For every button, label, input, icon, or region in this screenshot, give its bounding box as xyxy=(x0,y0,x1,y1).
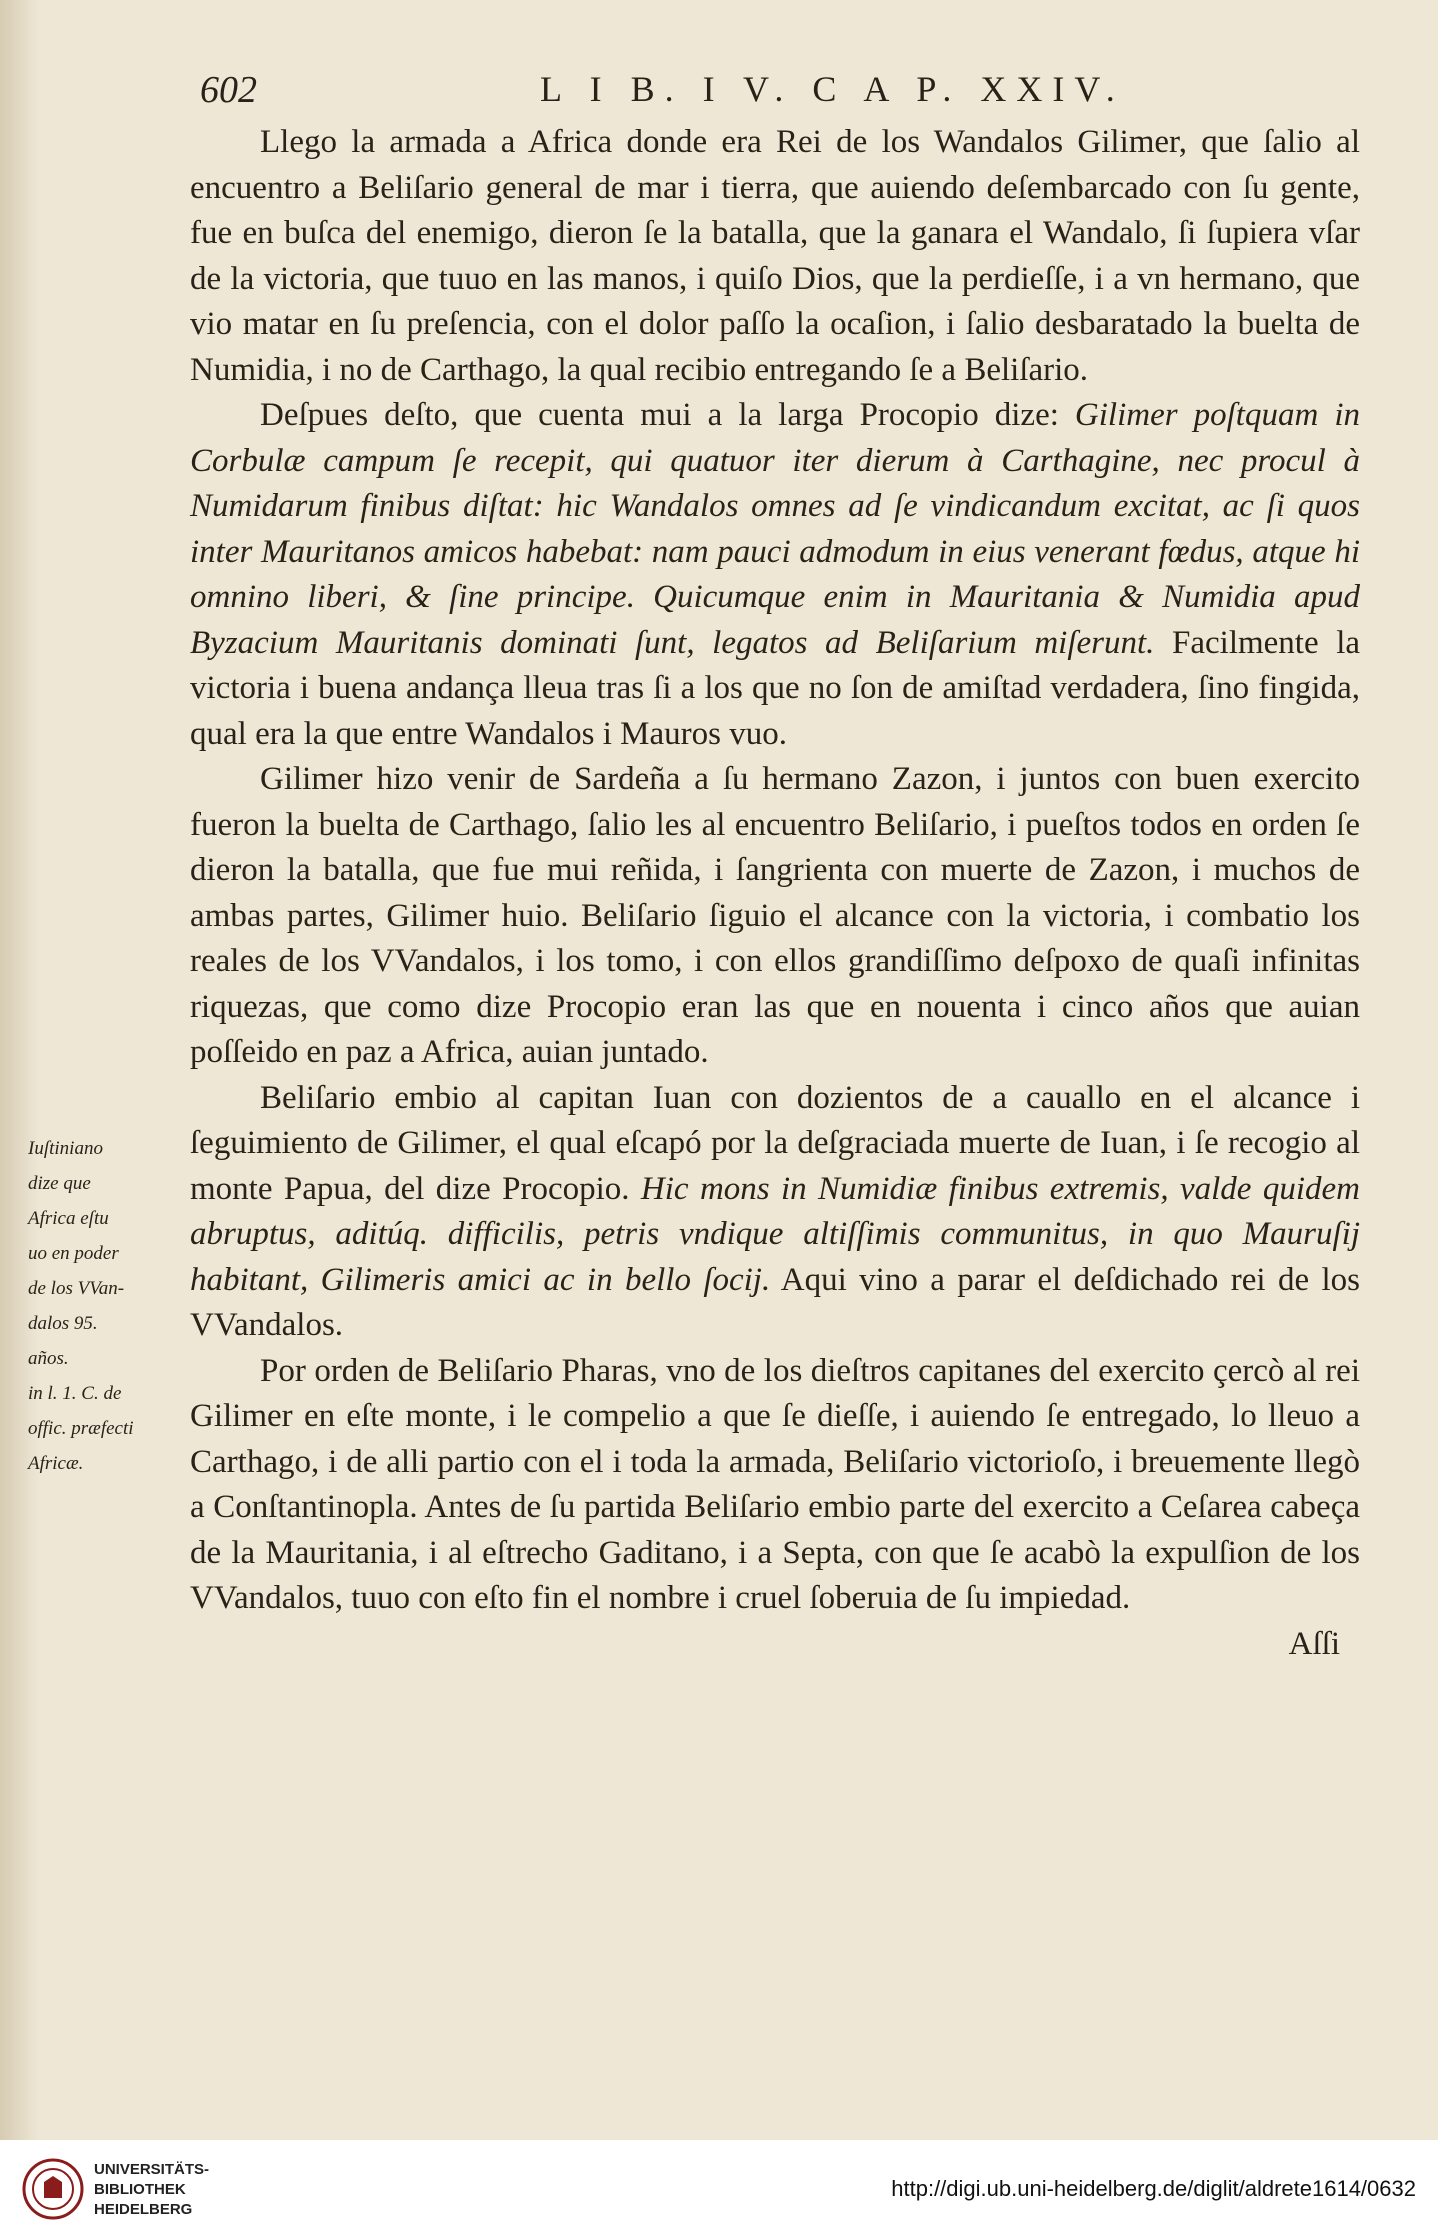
marginal-line: uo en poder xyxy=(28,1243,119,1264)
paragraph-2 xyxy=(190,393,1360,757)
running-head xyxy=(200,62,1300,122)
paragraph-intro: Beliſario embio al capitan Iuan con dozientos de a cauallo en el alcance i ſeguimiento de Gilimer, el qual eſcapó por la deſgraciada muerte de Iuan, i ſe recogio al monte Papua, del dize Procopio. xyxy=(190,1079,1360,1207)
university-seal-icon xyxy=(22,2158,84,2220)
institution-name xyxy=(94,2160,209,2220)
marginal-line: dize que xyxy=(28,1173,91,1194)
paragraph-outro: Facilmente la victoria i buena andança lleua tras ſi a los que no ſon de amiſtad verdadera, ſino fingida, qual era la que entre Wandalos i Mauros vuo. xyxy=(190,624,1361,752)
body-text xyxy=(190,120,1360,1667)
page-edge-shadow xyxy=(0,0,40,2140)
page-number: 602 xyxy=(200,69,257,111)
source-url-link[interactable]: http://digi.ub.uni-heidelberg.de/diglit/aldrete1614/0632 xyxy=(891,2176,1416,2201)
institution-line: HEIDELBERG xyxy=(94,2201,193,2218)
marginal-line: in l. 1. C. de xyxy=(28,1383,122,1404)
paragraph-1 xyxy=(190,120,1360,393)
paragraph-text: Gilimer hizo venir de Sardeña a ſu hermano Zazon, i juntos con buen exercito fueron la buelta de Carthago, ſalio les al encuentro Beliſario, i pueſtos todos en orden ſe dieron la batalla, que fue mui reñida, i ſangrienta con muerte de Zazon, i muchos de ambas partes, Gilimer huio. Beliſario ſiguio el alcance con la victoria, i combatio los reales de los VVandalos, i los tomo, i con ellos grandiſſimo deſpoxo de quaſi infinitas riquezas, que como dize Procopio eran las que en nouenta i cinco años que auian poſſeido en paz a Africa, auian juntado. xyxy=(190,761,1360,1070)
marginal-line: Africa eſtu xyxy=(28,1208,109,1229)
marginal-line: Africæ. xyxy=(28,1453,84,1474)
institution-line: BIBLIOTHEK xyxy=(94,2181,186,2198)
institution-line: UNIVERSITÄTS- xyxy=(94,2161,210,2178)
paragraph-intro: Deſpues deſto, que cuenta mui a la larga Procopio dize: xyxy=(260,397,1075,433)
running-title: L I B. I V. C A P. XXIV. xyxy=(540,69,1125,109)
paragraph-3 xyxy=(190,757,1360,1076)
paragraph-outro: Aqui vino a parar el deſdichado rei de los VVandalos. xyxy=(190,1261,1360,1343)
marginal-note xyxy=(28,1135,178,1485)
marginal-line: dalos 95. xyxy=(28,1313,98,1334)
paragraph-4 xyxy=(190,1076,1360,1349)
paragraph-text: Por orden de Beliſario Pharas, vno de los dieſtros capitanes del exercito çercò al rei Gilimer en eſte monte, i le compelio a que ſe dieſſe, i auiendo ſe entregado, lo lleuo a Carthago, i de alli partio con el i toda la armada, Beliſario victorioſo, i breuemente llegò a Conſtantinopla. Antes de ſu partida Beliſario embio parte del exercito a Ceſarea cabeça de la Mauritania, i al eſtrecho Gaditano, i a Septa, con que ſe acabò la expulſion de los VVandalos, tuuo con eſto fin el nombre i cruel ſoberuia de ſu impiedad. xyxy=(190,1352,1360,1616)
library-footer xyxy=(0,2140,1438,2235)
marginal-line: offic. præfecti xyxy=(28,1418,134,1439)
latin-quotation: Gilimer poſtquam in Corbulæ campum ſe recepit, qui quatuor iter dierum à Carthagine, nec procul à Numidarum finibus diſtat: hic Wandalos omnes ad ſe vindicandum excitat, ac ſi quos inter Mauritanos amicos habebat: nam pauci admodum in eius venerant fœdus, atque hi omnino liberi, & ſine principe. Quicumque enim in Mauritania & Numidia apud Byzacium Mauritanis dominati ſunt, legatos ad Beliſarium miſerunt. xyxy=(190,397,1360,661)
paragraph-text: Llego la armada a Africa donde era Rei de los Wandalos Gilimer, que ſalio al encuentro a Beliſario general de mar i tierra, que auiendo deſembarcado con ſu gente, fue en buſca del enemigo, dieron ſe la batalla, que la ganara el Wandalo, ſi ſupiera vſar de la victoria, que tuuo en las manos, i quiſo Dios, que la perdieſſe, i a vn hermano, que vio matar en ſu preſencia, con el dolor paſſo la ocaſion, i ſalio desbaratado la buelta de Numidia, i no de Carthago, la qual recibio entregando ſe a Beliſario. xyxy=(190,124,1360,388)
latin-quotation: Hic mons in Numidiæ finibus extremis, valde quidem abruptus, aditúq. difficilis, petris vndique altiſſimis communitus, in quo Mauruſij habitant, Gilimeris amici ac in bello ſocij. xyxy=(190,1170,1360,1298)
marginal-line: Iuſtiniano xyxy=(28,1138,103,1159)
marginal-line: años. xyxy=(28,1348,69,1369)
catchword: Aſſi xyxy=(1288,1625,1340,1662)
marginal-line: de los VVan- xyxy=(28,1278,125,1299)
paragraph-5 xyxy=(190,1349,1360,1622)
